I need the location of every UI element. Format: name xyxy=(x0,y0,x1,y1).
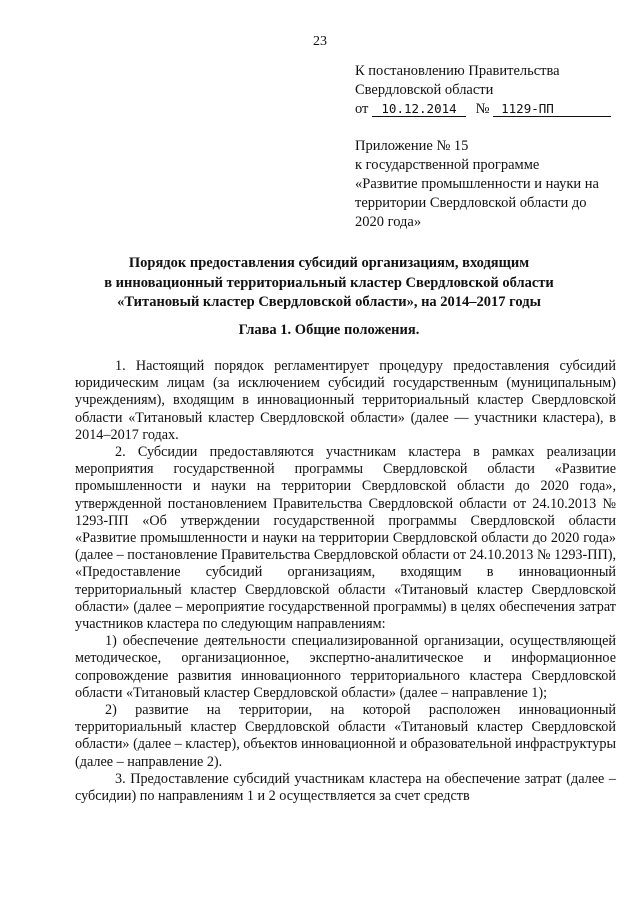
page-number: 23 xyxy=(313,34,327,49)
document-title xyxy=(40,254,618,313)
paragraph: 2. Субсидии предоставляются участникам кластера в рамках реализации мероприятия государственной программы Свердловской области «Развитие промышленности и науки на территории Свердловской области до 2020 года», утвержденной постановлением Правительства Свердловской области от 24.10.2013 № 1293-ПП «Об утверждении государственной программы Свердловской области «Развитие промышленности и науки на территории Свердловской области до 2020 года» (далее – постановление Правительства Свердловской области от 24.10.2013 № 1293-ПП), «Предоставление субсидий организациям, входящим в инновационный территориальный кластер Свердловской области «Титановый кластер Свердловской области» (далее – мероприятие государственной программы) в целях обеспечения затрат участников кластера по следующим направлениям: xyxy=(75,444,616,633)
number-label: № xyxy=(475,101,490,117)
title-line: в инновационный территориальный кластер Свердловской области xyxy=(104,274,554,291)
decree-number: 1129-ПП xyxy=(493,101,611,117)
appendix-block xyxy=(355,137,625,232)
approval-line-2: Свердловской области xyxy=(355,82,494,98)
paragraph: 3. Предоставление субсидий участникам кластера на обеспечение затрат (далее – субсидии) по направлениям 1 и 2 осуществляется за счет средств xyxy=(75,770,616,805)
paragraph: 1) обеспечение деятельности специализированной организации, осуществляющей методическое, организационное, экспертно-аналитическое и информационное сопровождение развития инновационного территориального кластера Свердловской области «Титановый кластер Свердловской области» (далее – направление 1); xyxy=(75,633,616,701)
title-line: «Титановый кластер Свердловской области», на 2014–2017 годы xyxy=(117,294,541,310)
title-line: Порядок предоставления субсидий организациям, входящим xyxy=(128,255,530,271)
appendix-line: Приложение № 15 xyxy=(355,138,469,154)
paragraph: 2) развитие на территории, на которой расположен инновационный территориальный кластер Свердловской области «Титановый кластер Свердловской области» (далее – кластер), объектов инновационной и образовательной инфраструктуры (далее – направление 2). xyxy=(75,702,616,770)
document-body xyxy=(75,358,616,805)
paragraph: 1. Настоящий порядок регламентирует процедуру предоставления субсидий юридическим лицам (за исключением субсидий государственным (муниципальным) учреждениям), входящим в инновационный территориальный кластер Свердловской области «Титановый кластер Свердловской области» (далее — участники кластера), в 2014–2017 годах. xyxy=(75,358,616,443)
appendix-line: территории Свердловской области до xyxy=(355,195,587,211)
from-label: от xyxy=(355,101,369,117)
appendix-line: к государственной программе xyxy=(355,157,540,173)
decree-date: 10.12.2014 xyxy=(372,101,466,117)
approval-line-1: К постановлению Правительства xyxy=(355,63,560,79)
appendix-line: 2020 года» xyxy=(355,214,422,230)
approval-block xyxy=(355,62,625,119)
chapter-heading: Глава 1. Общие положения. xyxy=(238,322,420,338)
appendix-line: «Развитие промышленности и науки на xyxy=(355,176,599,192)
approval-date-line xyxy=(355,100,625,119)
